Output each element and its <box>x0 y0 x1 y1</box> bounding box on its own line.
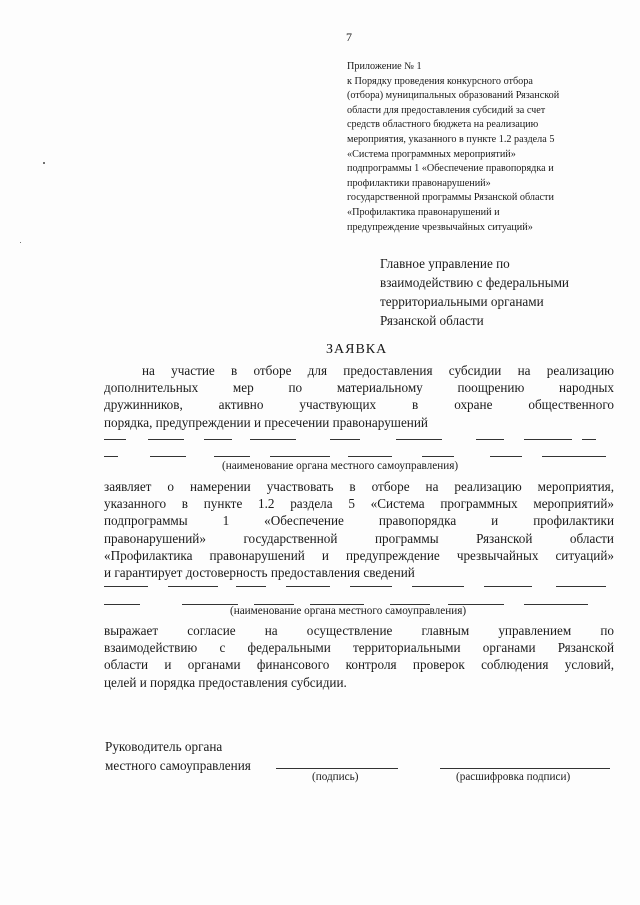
signature-caption: (подпись) <box>312 771 359 783</box>
appendix-line: «Система программных мероприятий» <box>347 148 516 160</box>
scan-speck <box>20 242 21 243</box>
intro-paragraph <box>104 362 614 431</box>
consent-line: целей и порядка предоставления субсидии. <box>104 674 347 690</box>
declaration-line: указанного в пункте 1.2 раздела 5 «Система программных мероприятий» <box>104 496 614 512</box>
declaration-line: заявляет о намерении участвовать в отборе на реализацию мероприятия, <box>104 479 614 494</box>
consent-line: выражает согласие на осуществление главным управлением по <box>104 623 614 638</box>
signer-title-line-2: местного самоуправления <box>105 758 251 773</box>
intro-line: дружинников, активно участвующих в охране общественного <box>104 397 614 413</box>
consent-paragraph <box>104 622 614 691</box>
appendix-line: государственной программы Рязанской области <box>347 192 554 204</box>
addressee-line: Рязанской области <box>380 313 484 328</box>
addressee-line: территориальными органами <box>380 294 544 309</box>
signature-name-field[interactable] <box>440 768 610 769</box>
scan-speck <box>43 162 45 164</box>
consent-line: взаимодействию с федеральными территориальными органами Рязанской <box>104 640 614 656</box>
appendix-line: «Профилактика правонарушений и <box>347 206 500 218</box>
declaration-line: подпрограммы 1 «Обеспечение правопорядка и профилактики <box>104 513 614 529</box>
intro-line: порядка, предупреждении и пресечении правонарушений <box>104 414 428 430</box>
page-number: 7 <box>346 30 352 44</box>
appendix-line: (отбора) муниципальных образований Рязанской <box>347 90 560 102</box>
appendix-block <box>347 60 612 235</box>
addressee-line: взаимодействию с федеральными <box>380 275 569 290</box>
declaration-line: «Профилактика правонарушений и предупреждение чрезвычайных ситуаций» <box>104 547 614 563</box>
appendix-line: Приложение № 1 <box>347 61 422 72</box>
appendix-line: профилактики правонарушений» <box>347 177 491 189</box>
intro-line: дополнительных мер по материальному поощрению народных <box>104 380 614 396</box>
org-name-caption: (наименование органа местного самоуправления) <box>230 605 467 617</box>
appendix-line: средств областного бюджета на реализацию <box>347 119 539 131</box>
signer-title-line-1: Руководитель органа <box>105 739 223 754</box>
addressee-line: Главное управление по <box>380 256 510 271</box>
appendix-line: предупреждение чрезвычайных ситуаций» <box>347 221 533 233</box>
fill-in-line <box>104 586 610 587</box>
addressee-block <box>380 254 620 330</box>
signature-name-caption: (расшифровка подписи) <box>456 771 571 783</box>
fill-in-line <box>104 456 610 457</box>
fill-in-line <box>104 439 610 440</box>
signature-block <box>105 737 251 775</box>
document-title: ЗАЯВКА <box>326 342 388 357</box>
declaration-line: правонарушений» государственной программы Рязанской области <box>104 530 614 546</box>
signature-field[interactable] <box>276 768 398 769</box>
consent-line: области и органами финансового контроля проверок соблюдения условий, <box>104 657 614 673</box>
declaration-paragraph <box>104 478 614 581</box>
declaration-line: и гарантирует достоверность предоставления сведений <box>104 565 415 581</box>
appendix-line: области для предоставления субсидий за счет <box>347 104 546 116</box>
appendix-line: подпрограммы 1 «Обеспечение правопорядка и <box>347 163 554 175</box>
org-name-caption: (наименование органа местного самоуправления) <box>222 460 459 472</box>
intro-line: на участие в отборе для предоставления субсидии на реализацию <box>142 363 614 378</box>
appendix-line: к Порядку проведения конкурсного отбора <box>347 75 533 87</box>
appendix-line: мероприятия, указанного в пункте 1.2 раздела 5 <box>347 133 555 145</box>
